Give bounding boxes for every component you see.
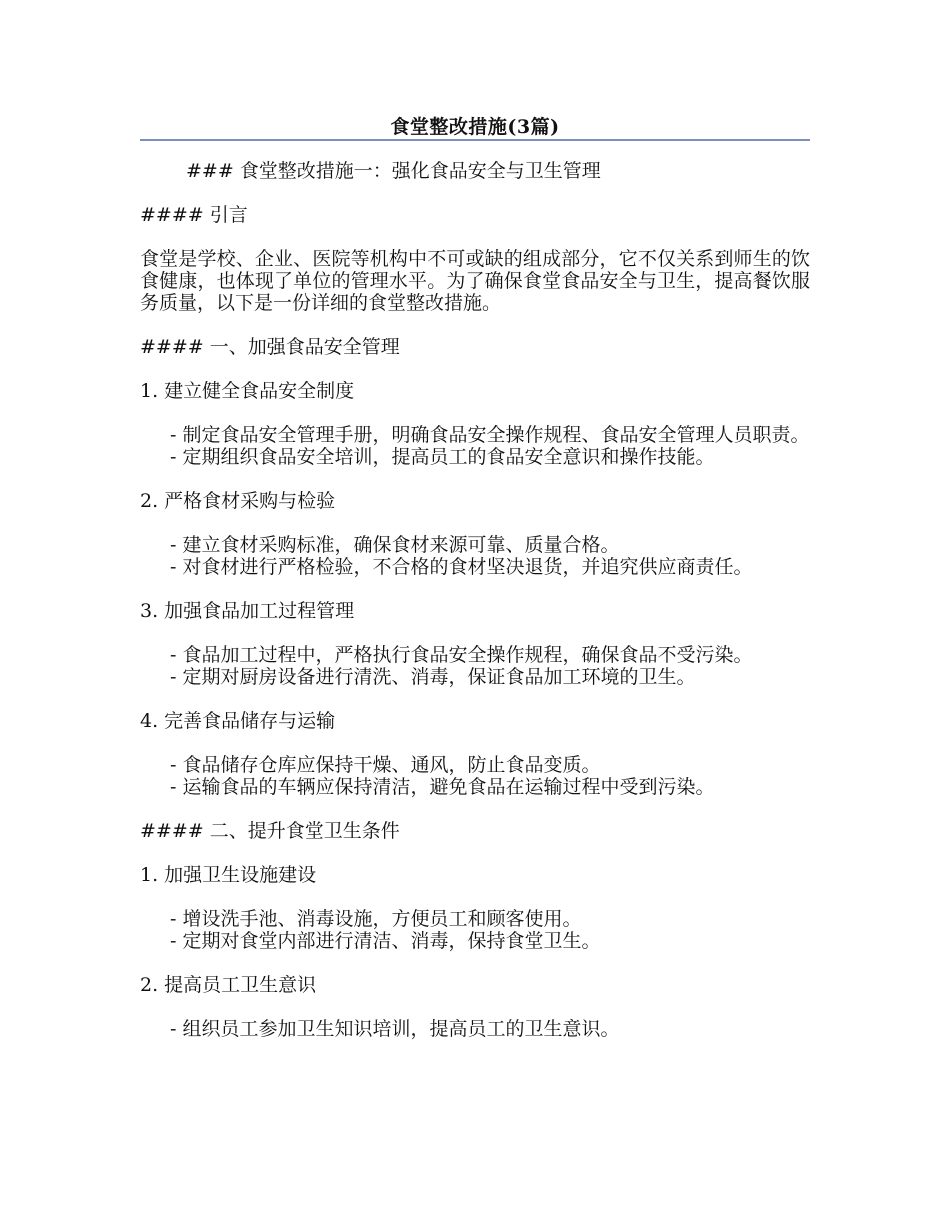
bullet-item: - 定期对食堂内部进行清洁、消毒，保持食堂卫生。 — [170, 930, 601, 952]
section-heading: ### 食堂整改措施一：强化食品安全与卫生管理 — [186, 160, 601, 182]
bullet-item: - 增设洗手池、消毒设施，方便员工和顾客使用。 — [170, 908, 582, 930]
intro-heading: #### 引言 — [140, 204, 248, 226]
document-title: 食堂整改措施(3篇) — [390, 116, 560, 138]
bullet-list — [140, 1018, 810, 1040]
bullet-item: - 建立食材采购标准，确保食材来源可靠、质量合格。 — [170, 534, 620, 556]
section2-heading: #### 二、提升食堂卫生条件 — [140, 820, 400, 842]
bullet-item: - 制定食品安全管理手册，明确食品安全操作规程、食品安全管理人员职责。 — [170, 424, 810, 446]
bullet-list — [140, 424, 810, 468]
list-item-title: 3. 加强食品加工过程管理 — [140, 600, 355, 622]
bullet-list — [140, 754, 810, 798]
list-item-title: 4. 完善食品储存与运输 — [140, 710, 336, 732]
bullet-item: - 食品储存仓库应保持干燥、通风，防止食品变质。 — [170, 754, 601, 776]
bullet-item: - 对食材进行严格检验，不合格的食材坚决退货，并追究供应商责任。 — [170, 556, 753, 578]
document-body — [140, 160, 810, 1062]
section1-heading: #### 一、加强食品安全管理 — [140, 336, 400, 358]
list-item-title: 1. 加强卫生设施建设 — [140, 864, 317, 886]
bullet-item: - 定期组织食品安全培训，提高员工的食品安全意识和操作技能。 — [170, 446, 715, 468]
bullet-list — [140, 534, 810, 578]
title-divider — [140, 139, 810, 141]
bullet-item: - 组织员工参加卫生知识培训，提高员工的卫生意识。 — [170, 1018, 620, 1040]
intro-paragraph: 食堂是学校、企业、医院等机构中不可或缺的组成部分，它不仅关系到师生的饮食健康，也体现了单位的管理水平。为了确保食堂食品安全与卫生，提高餐饮服务质量，以下是一份详细的食堂整改措施。 — [140, 248, 810, 314]
bullet-item: - 食品加工过程中，严格执行食品安全操作规程，确保食品不受污染。 — [170, 644, 753, 666]
bullet-list — [140, 644, 810, 688]
bullet-item: - 定期对厨房设备进行清洗、消毒，保证食品加工环境的卫生。 — [170, 666, 696, 688]
list-item-title: 2. 严格食材采购与检验 — [140, 490, 336, 512]
list-item-title: 1. 建立健全食品安全制度 — [140, 380, 355, 402]
bullet-item: - 运输食品的车辆应保持清洁，避免食品在运输过程中受到污染。 — [170, 776, 715, 798]
list-item-title: 2. 提高员工卫生意识 — [140, 974, 317, 996]
bullet-list — [140, 908, 810, 952]
